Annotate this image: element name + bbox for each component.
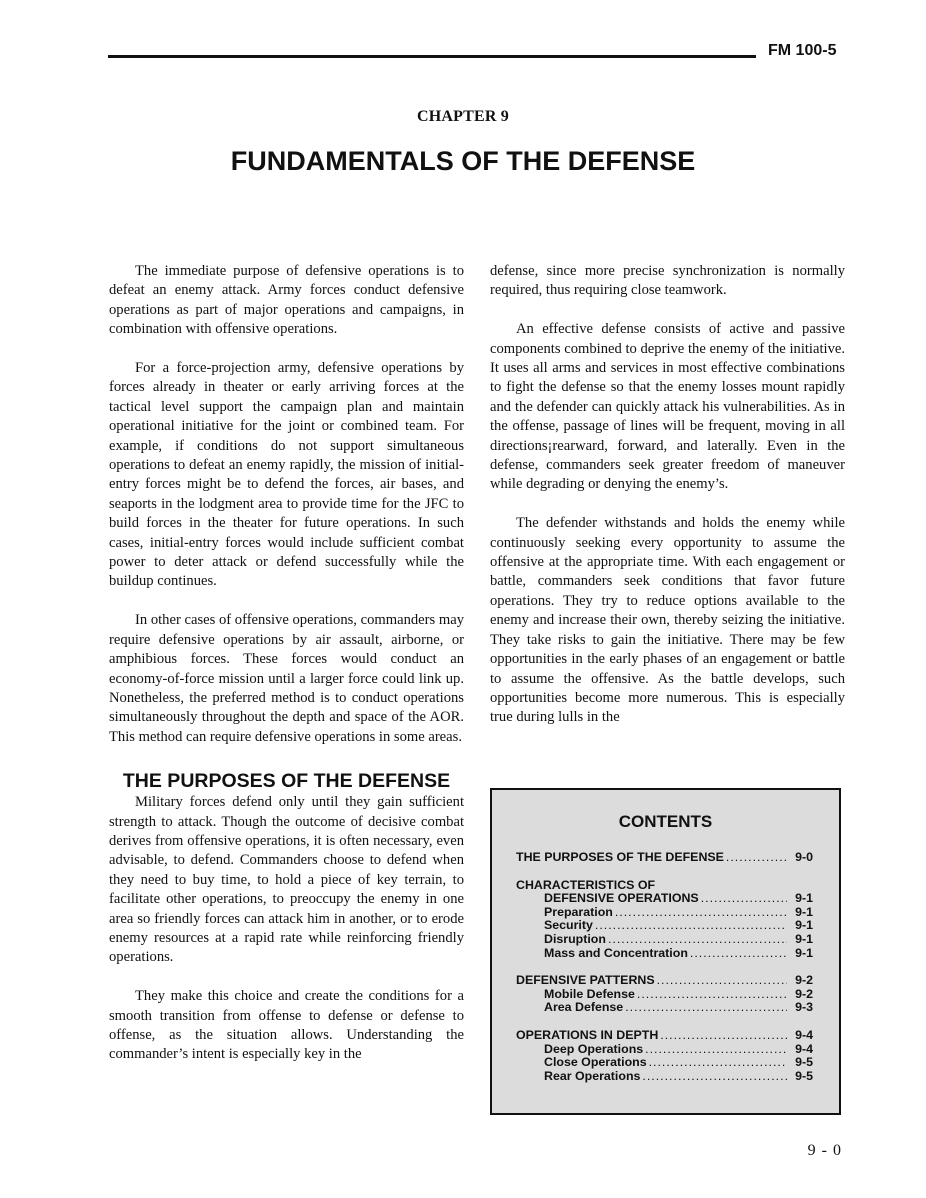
toc-group	[516, 851, 813, 865]
toc-entry[interactable]	[516, 974, 813, 988]
toc-leader-dots	[657, 974, 787, 988]
toc-entry-page: 9-1	[795, 904, 813, 919]
toc-group	[516, 879, 813, 961]
body-paragraph: Military forces defend only until they gain sufficient strength to attack. Though the outcome of decisive combat derives from offensive operations, it is often necessary, even advisable, to defend. Commanders choose to defend when they need to buy time, to hold a piece of key terrain, to facilitate other operations, to preoccupy the enemy in one area so friendly forces can attack him in another, or to erode enemy resources at a rapid rate while reinforcing friendly operations.	[109, 794, 464, 966]
toc-group	[516, 974, 813, 1015]
right-column	[490, 262, 845, 747]
toc-leader-dots	[608, 933, 787, 947]
toc-entry[interactable]	[516, 947, 813, 961]
body-paragraph: The immediate purpose of defensive operations is to defeat an enemy attack. Army forces conduct defensive operations as part of major operations and campaigns, in combination with offensive operations.	[109, 263, 464, 338]
chapter-title: FUNDAMENTALS OF THE DEFENSE	[230, 146, 696, 176]
contents-title: CONTENTS	[618, 812, 713, 831]
toc-entry[interactable]	[516, 919, 813, 933]
left-column	[109, 262, 464, 1084]
toc-entry[interactable]	[516, 1001, 813, 1015]
toc-entry-label: THE PURPOSES OF THE DEFENSE	[516, 850, 724, 864]
toc-entry-page: 9-1	[795, 891, 813, 906]
toc-leader-dots	[642, 1070, 787, 1084]
section-heading: THE PURPOSES OF THE DEFENSE	[122, 770, 451, 793]
toc-entry-page: 9-2	[795, 973, 813, 988]
chapter-label: CHAPTER 9	[416, 108, 510, 125]
toc-entry-label: DEFENSIVE OPERATIONS	[544, 891, 699, 906]
toc-entry[interactable]	[516, 933, 813, 947]
toc-entry-page: 9-0	[795, 850, 813, 864]
toc-entry-page: 9-3	[795, 1000, 813, 1015]
toc-entry[interactable]	[516, 1070, 813, 1084]
contents-box	[490, 788, 841, 1115]
toc-entry-label: Disruption	[544, 931, 606, 946]
toc-entry[interactable]	[516, 906, 813, 920]
toc-entry-page: 9-4	[795, 1027, 813, 1042]
toc-entry-label: Area Defense	[544, 1000, 624, 1015]
toc-entry-page: 9-2	[795, 986, 813, 1001]
document-number: FM 100-5	[768, 42, 837, 59]
body-paragraph: An effective defense consists of active and passive components combined to deprive the enemy of the initiative. It uses all arms and services in most effective combinations to fight the defense so that the enemy losses mount rapidly and the defender can quickly attack his vulnerabilities. As in the offense, passage of lines will be frequent, moving in all directions¡rearward, forward, and laterally. Even in the defense, commanders seek greater freedom of maneuver while degrading or denying the enemy’s.	[490, 321, 845, 493]
toc-entry-label: Close Operations	[544, 1055, 647, 1070]
toc-entry-page: 9-5	[795, 1055, 813, 1070]
toc-leader-dots	[649, 1056, 787, 1070]
toc-entry-label: Rear Operations	[544, 1068, 641, 1083]
toc-leader-dots	[645, 1043, 787, 1057]
toc-entry-label: Mass and Concentration	[544, 945, 688, 960]
toc-entry-page: 9-4	[795, 1041, 813, 1056]
toc-entry[interactable]	[516, 851, 813, 865]
toc-entry-page: 9-1	[795, 931, 813, 946]
body-paragraph: The defender withstands and holds the enemy while continuously seeking every opportunity to assume the offensive at the appropriate time. With each engagement or battle, commanders seek conditions that favor future operations. They try to reduce options available to the enemy and increase their own, thereby seizing the initiative. They take risks to gain the initiative. There may be few opportunities in the early phases of an engagement or battle to assume the offensive. As the battle develops, such opportunities become more numerous. This is especially true during lulls in the	[490, 515, 845, 726]
toc-group	[516, 1029, 813, 1083]
toc-entry-page: 9-1	[795, 945, 813, 960]
toc-leader-dots	[660, 1029, 787, 1043]
toc-leader-dots	[595, 919, 787, 933]
toc-leader-dots	[637, 988, 787, 1002]
toc-entry[interactable]	[516, 1056, 813, 1070]
toc-group-heading-label: CHARACTERISTICS OF	[516, 877, 656, 892]
toc-group-heading	[516, 879, 813, 893]
toc-entry-page: 9-1	[795, 918, 813, 933]
body-paragraph: For a force-projection army, defensive operations by forces already in theater or early arriving forces at the tactical level support the campaign plan and maintain operational initiative for the joint or combined team. For example, if conditions do not support simultaneous operations to defeat an enemy rapidly, the mission of initial-entry forces might be to defend the forces, air bases, and seaports in the lodgment area to provide time for the JFC to build forces in the theater for future operations. In such cases, initial-entry forces would include sufficient combat power to deter attack or defend successfully while the buildup continues.	[109, 360, 464, 590]
toc-entry-label: OPERATIONS IN DEPTH	[516, 1027, 659, 1042]
body-paragraph: In other cases of offensive operations, commanders may require defensive operations by air assault, airborne, or amphibious forces. These forces would conduct an economy-of-force mission until a larger force could link up. Nonetheless, the preferred method is to conduct operations simultaneously throughout the depth and space of the AOR. This method can require defensive operations in some areas.	[109, 612, 464, 745]
toc-leader-dots	[690, 947, 787, 961]
toc-leader-dots	[701, 892, 787, 906]
toc-entry-label: Security	[544, 918, 593, 933]
toc-entry[interactable]	[516, 1029, 813, 1043]
body-paragraph: They make this choice and create the conditions for a smooth transition from offense to defense or defense to offense, as the situation allows. Understanding the commander’s intent is especially key in the	[109, 988, 464, 1063]
toc-entry-label: Mobile Defense	[544, 986, 635, 1001]
toc-leader-dots	[726, 851, 787, 865]
continued-paragraph: defense, since more precise synchronization is normally required, thus requiring close teamwork.	[490, 263, 845, 299]
toc-entry-label: Deep Operations	[544, 1041, 644, 1056]
page-number: 9 - 0	[807, 1142, 842, 1159]
toc-leader-dots	[615, 906, 787, 920]
toc-entry-label: Preparation	[544, 904, 613, 919]
toc-entry[interactable]	[516, 988, 813, 1002]
header-rule	[108, 55, 756, 58]
toc-leader-dots	[625, 1001, 787, 1015]
toc-entry[interactable]	[516, 892, 813, 906]
toc-entry-label: DEFENSIVE PATTERNS	[516, 973, 655, 988]
toc-entry-page: 9-5	[795, 1068, 813, 1083]
toc-entry[interactable]	[516, 1043, 813, 1057]
toc-list	[516, 851, 813, 1097]
